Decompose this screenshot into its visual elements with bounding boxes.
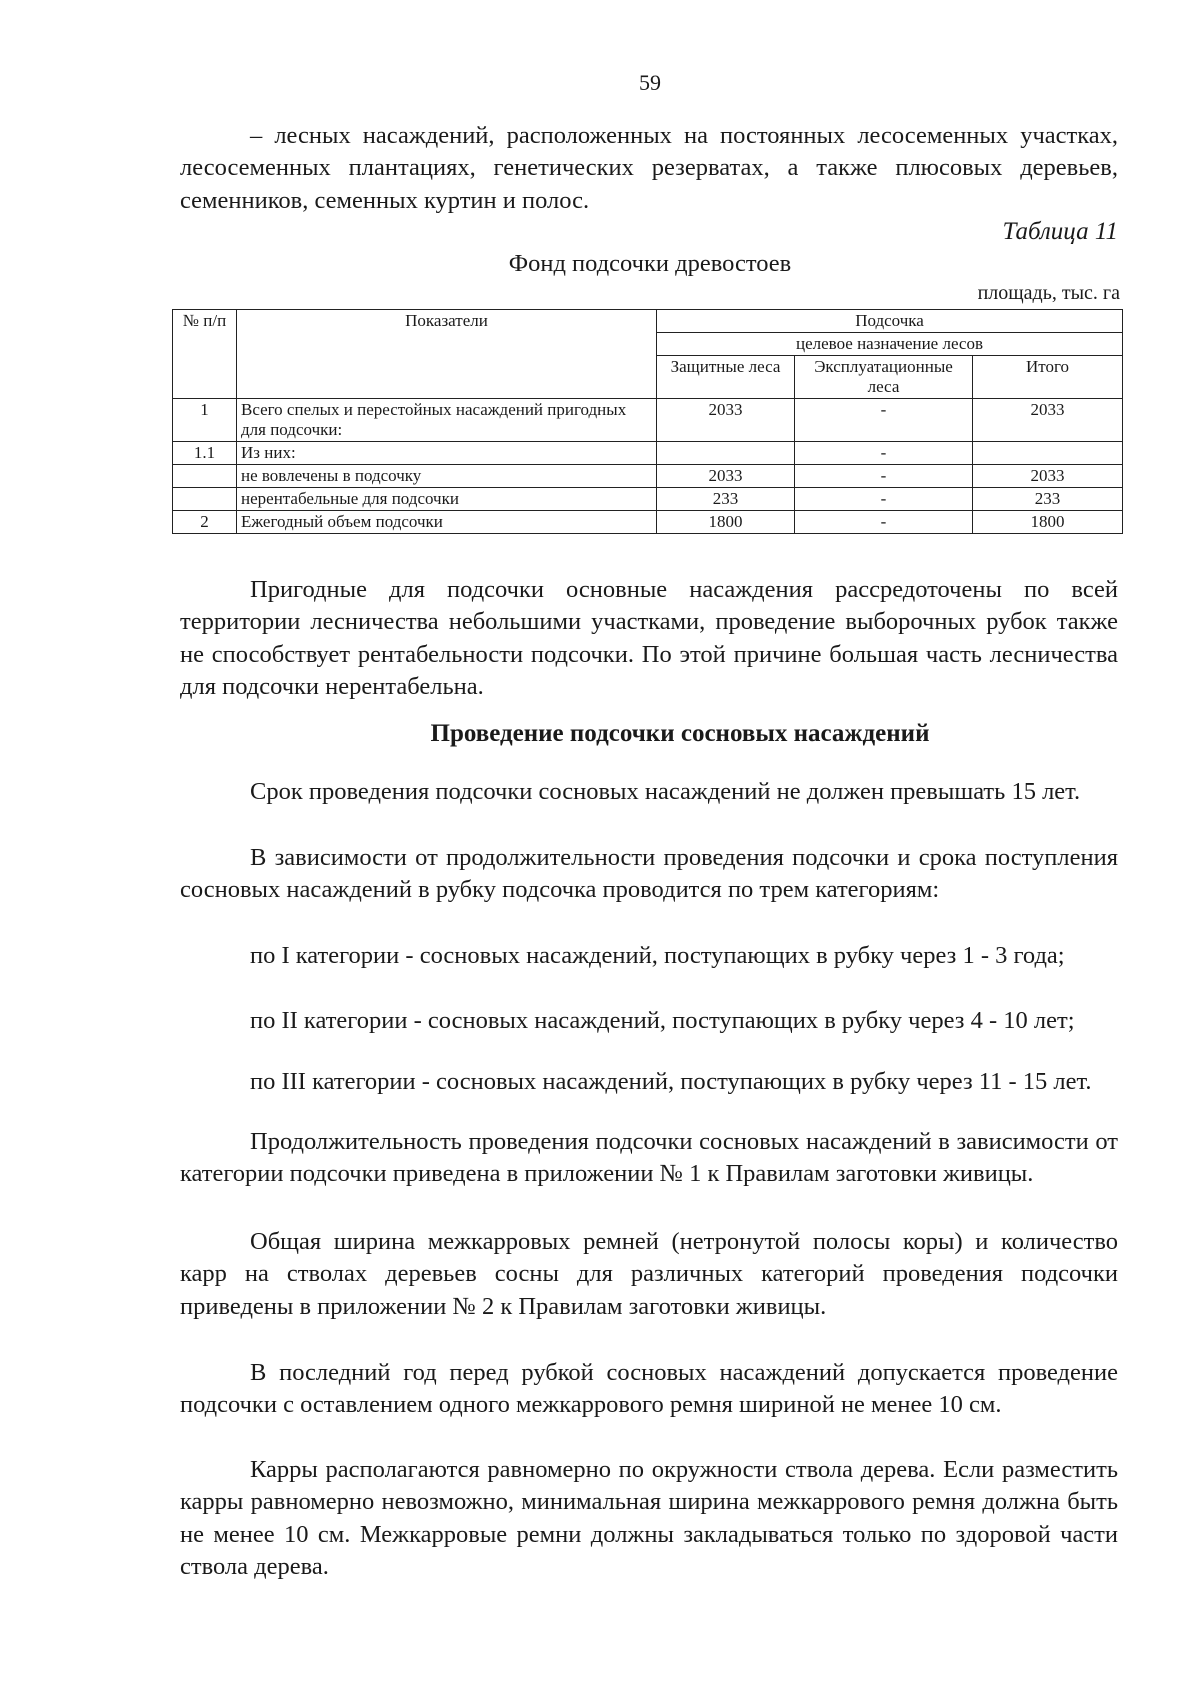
row-num: 1 — [173, 399, 237, 442]
row-total: 1800 — [973, 511, 1123, 534]
row-num — [173, 488, 237, 511]
row-total: 2033 — [973, 399, 1123, 442]
row-exploitation: - — [795, 488, 973, 511]
paragraph-6: по III категории - сосновых насаждений, поступающих в рубку через 11 - 15 лет. — [250, 1068, 1092, 1095]
table-units: площадь, тыс. га — [977, 282, 1120, 304]
row-total: 2033 — [973, 465, 1123, 488]
data-table — [172, 309, 1123, 534]
header-indicator: Показатели — [237, 310, 657, 399]
table-row — [173, 511, 1123, 534]
header-exploitation: Эксплуатационные леса — [795, 356, 973, 399]
row-num: 2 — [173, 511, 237, 534]
table-title: Фонд подсочки древостоев — [508, 250, 792, 277]
table-row — [173, 442, 1123, 465]
header-protective: Защитные леса — [657, 356, 795, 399]
row-protective — [657, 442, 795, 465]
header-group: Подсочка — [657, 310, 1123, 333]
table-header-row — [173, 310, 1123, 333]
row-label: Ежегодный объем подсочки — [237, 511, 657, 534]
row-exploitation: - — [795, 442, 973, 465]
row-protective: 2033 — [657, 465, 795, 488]
row-total — [973, 442, 1123, 465]
section-heading: Проведение подсочки сосновых насаждений — [430, 720, 930, 747]
row-num: 1.1 — [173, 442, 237, 465]
header-total: Итого — [973, 356, 1123, 399]
page-number: 59 — [639, 70, 661, 95]
row-num — [173, 465, 237, 488]
row-label: Всего спелых и перестойных насаждений пригодных для подсочки: — [237, 399, 657, 442]
row-total: 233 — [973, 488, 1123, 511]
paragraph-5: по II категории - сосновых насаждений, поступающих в рубку через 4 - 10 лет; — [250, 1007, 1075, 1034]
paragraph-10: Карры располагаются равномерно по окружности ствола дерева. Если разместить карры равномерно невозможно, минимальная ширина межкаррового ремня должна быть не менее 10 см. Межкарровые ремни должны закладываться только по здоровой части ствола дерева. — [180, 1456, 1118, 1581]
row-label: Из них: — [237, 442, 657, 465]
row-label: нерентабельные для подсочки — [237, 488, 657, 511]
row-exploitation: - — [795, 399, 973, 442]
row-protective: 2033 — [657, 399, 795, 442]
header-num: № п/п — [173, 310, 237, 399]
row-protective: 1800 — [657, 511, 795, 534]
paragraph-8: Общая ширина межкарровых ремней (нетронутой полосы коры) и количество карр на стволах деревьев сосны для различных категорий проведения подсочки приведены в приложении № 2 к Правилам заготовки живицы. — [180, 1228, 1118, 1320]
table-row — [173, 465, 1123, 488]
table-row — [173, 488, 1123, 511]
intro-paragraph: – лесных насаждений, расположенных на постоянных лесосеменных участках, лесосеменных плантациях, генетических резерватах, а также плюсовых деревьев, семенников, семенных куртин и полос. — [180, 122, 1118, 214]
table-row — [173, 399, 1123, 442]
paragraph-3: В зависимости от продолжительности проведения подсочки и срока поступления сосновых насаждений в рубку подсочка проводится по трем категориям: — [180, 844, 1118, 904]
paragraph-9: В последний год перед рубкой сосновых насаждений допускается проведение подсочки с оставлением одного межкаррового ремня шириной не менее 10 см. — [180, 1359, 1118, 1419]
paragraph-7: Продолжительность проведения подсочки сосновых насаждений в зависимости от категории подсочки приведена в приложении № 1 к Правилам заготовки живицы. — [180, 1128, 1118, 1188]
paragraph-4: по I категории - сосновых насаждений, поступающих в рубку через 1 - 3 года; — [250, 942, 1065, 969]
row-protective: 233 — [657, 488, 795, 511]
row-exploitation: - — [795, 465, 973, 488]
paragraph-2: Срок проведения подсочки сосновых насаждений не должен превышать 15 лет. — [250, 778, 1081, 805]
row-label: не вовлечены в подсочку — [237, 465, 657, 488]
header-subgroup: целевое назначение лесов — [657, 333, 1123, 356]
row-exploitation: - — [795, 511, 973, 534]
paragraph-1: Пригодные для подсочки основные насаждения рассредоточены по всей территории лесничества небольшими участками, проведение выборочных рубок также не способствует рентабельности подсочки. По этой причине большая часть лесничества для подсочки нерентабельна. — [180, 576, 1118, 701]
table-caption: Таблица 11 — [1002, 218, 1118, 245]
